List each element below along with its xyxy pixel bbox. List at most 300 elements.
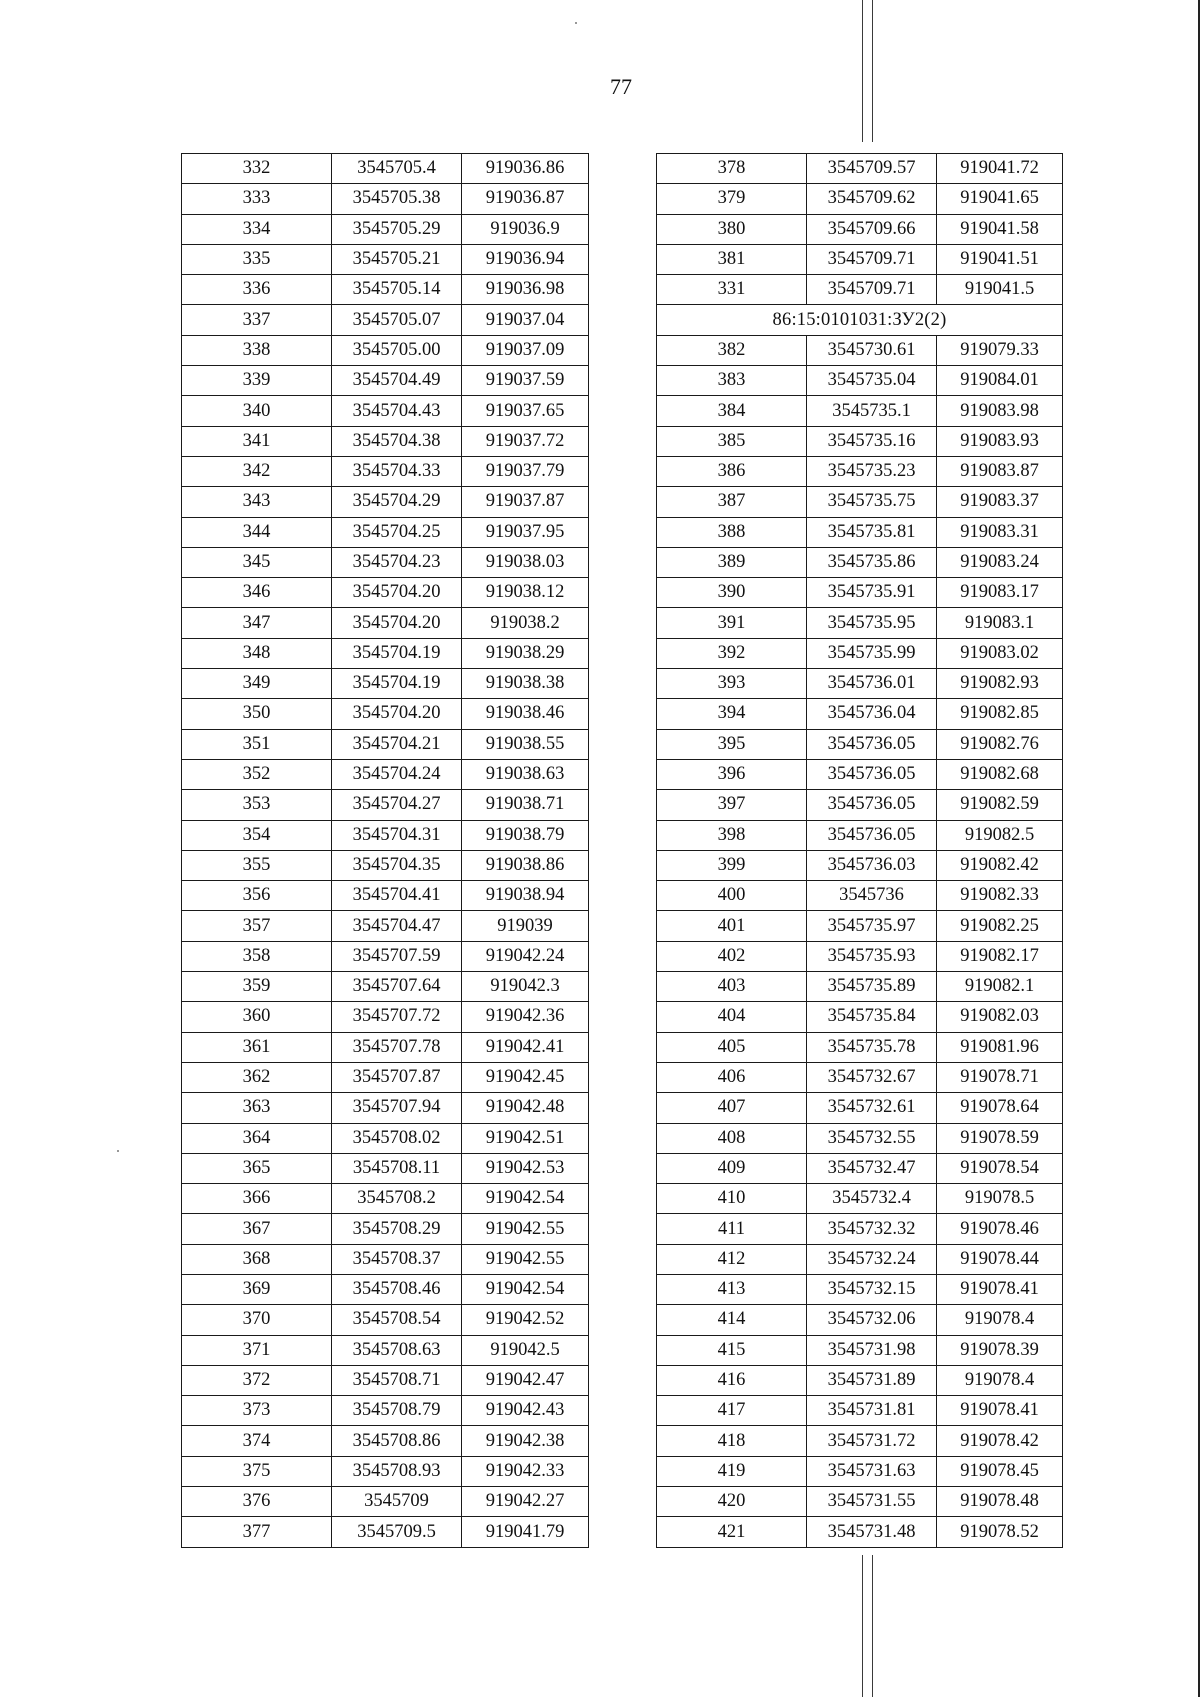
x-coordinate-cell: 3545735.86 [807,547,937,577]
y-coordinate-cell: 919083.1 [937,608,1063,638]
y-coordinate-cell: 919042.24 [462,941,589,971]
y-coordinate-cell: 919037.04 [462,305,589,335]
point-number-cell: 357 [182,911,332,941]
table-row [182,1335,589,1365]
x-coordinate-cell: 3545707.64 [332,972,462,1002]
table-row [182,305,589,335]
table-row [182,972,589,1002]
coordinates-table-right [656,153,1063,1548]
point-number-cell: 385 [657,426,807,456]
table-row [657,366,1063,396]
point-number-cell: 415 [657,1335,807,1365]
point-number-cell: 349 [182,669,332,699]
x-coordinate-cell: 3545708.29 [332,1214,462,1244]
point-number-cell: 369 [182,1274,332,1304]
x-coordinate-cell: 3545708.2 [332,1184,462,1214]
table-row [657,275,1063,305]
x-coordinate-cell: 3545735.75 [807,487,937,517]
point-number-cell: 393 [657,669,807,699]
point-number-cell: 333 [182,184,332,214]
point-number-cell: 412 [657,1244,807,1274]
y-coordinate-cell: 919037.09 [462,335,589,365]
x-coordinate-cell: 3545708.37 [332,1244,462,1274]
point-number-cell: 400 [657,881,807,911]
point-number-cell: 355 [182,850,332,880]
y-coordinate-cell: 919037.87 [462,487,589,517]
point-number-cell: 371 [182,1335,332,1365]
point-number-cell: 343 [182,487,332,517]
x-coordinate-cell: 3545732.67 [807,1062,937,1092]
table-row [182,699,589,729]
table-row [657,1335,1063,1365]
y-coordinate-cell: 919082.25 [937,911,1063,941]
point-number-cell: 390 [657,578,807,608]
point-number-cell: 374 [182,1426,332,1456]
table-row [657,517,1063,547]
table-row [657,638,1063,668]
x-coordinate-cell: 3545708.93 [332,1456,462,1486]
table-row [182,759,589,789]
table-row [657,1244,1063,1274]
y-coordinate-cell: 919083.31 [937,517,1063,547]
table-row [657,154,1063,184]
y-coordinate-cell: 919038.38 [462,669,589,699]
scan-binding-line [862,0,863,142]
x-coordinate-cell: 3545735.91 [807,578,937,608]
table-row [657,1184,1063,1214]
point-number-cell: 398 [657,820,807,850]
table-row [657,214,1063,244]
x-coordinate-cell: 3545709.66 [807,214,937,244]
y-coordinate-cell: 919082.59 [937,790,1063,820]
scan-speck [575,22,577,24]
table-row [182,881,589,911]
y-coordinate-cell: 919083.98 [937,396,1063,426]
y-coordinate-cell: 919078.52 [937,1517,1063,1547]
point-number-cell: 409 [657,1153,807,1183]
x-coordinate-cell: 3545735.78 [807,1032,937,1062]
point-number-cell: 359 [182,972,332,1002]
point-number-cell: 336 [182,275,332,305]
point-number-cell: 391 [657,608,807,638]
y-coordinate-cell: 919038.94 [462,881,589,911]
point-number-cell: 373 [182,1396,332,1426]
point-number-cell: 392 [657,638,807,668]
x-coordinate-cell: 3545705.00 [332,335,462,365]
y-coordinate-cell: 919083.24 [937,547,1063,577]
point-number-cell: 375 [182,1456,332,1486]
x-coordinate-cell: 3545708.79 [332,1396,462,1426]
point-number-cell: 363 [182,1093,332,1123]
table-row [657,850,1063,880]
y-coordinate-cell: 919078.44 [937,1244,1063,1274]
y-coordinate-cell: 919038.2 [462,608,589,638]
point-number-cell: 388 [657,517,807,547]
point-number-cell: 395 [657,729,807,759]
table-row [182,941,589,971]
y-coordinate-cell: 919042.55 [462,1214,589,1244]
table-row [182,335,589,365]
x-coordinate-cell: 3545736.04 [807,699,937,729]
y-coordinate-cell: 919036.98 [462,275,589,305]
x-coordinate-cell: 3545705.07 [332,305,462,335]
x-coordinate-cell: 3545736.05 [807,729,937,759]
table-row [182,669,589,699]
x-coordinate-cell: 3545709 [332,1487,462,1517]
table-row [182,1487,589,1517]
table-row [182,1426,589,1456]
y-coordinate-cell: 919041.51 [937,244,1063,274]
table-row [657,1305,1063,1335]
coordinates-table-right-body [657,154,1063,1548]
y-coordinate-cell: 919037.65 [462,396,589,426]
x-coordinate-cell: 3545705.29 [332,214,462,244]
point-number-cell: 339 [182,366,332,396]
x-coordinate-cell: 3545736.01 [807,669,937,699]
y-coordinate-cell: 919041.58 [937,214,1063,244]
x-coordinate-cell: 3545704.33 [332,456,462,486]
point-number-cell: 394 [657,699,807,729]
table-row [182,638,589,668]
x-coordinate-cell: 3545735.89 [807,972,937,1002]
point-number-cell: 332 [182,154,332,184]
point-number-cell: 417 [657,1396,807,1426]
x-coordinate-cell: 3545732.55 [807,1123,937,1153]
table-row [182,214,589,244]
table-row [182,1153,589,1183]
point-number-cell: 370 [182,1305,332,1335]
point-number-cell: 399 [657,850,807,880]
x-coordinate-cell: 3545708.86 [332,1426,462,1456]
table-row [182,1396,589,1426]
x-coordinate-cell: 3545704.20 [332,699,462,729]
x-coordinate-cell: 3545708.63 [332,1335,462,1365]
x-coordinate-cell: 3545704.49 [332,366,462,396]
table-row [182,850,589,880]
coordinates-table-left [181,153,589,1548]
point-number-cell: 345 [182,547,332,577]
y-coordinate-cell: 919082.93 [937,669,1063,699]
scan-binding-line [872,1555,873,1697]
x-coordinate-cell: 3545708.71 [332,1365,462,1395]
point-number-cell: 358 [182,941,332,971]
table-row [182,366,589,396]
x-coordinate-cell: 3545732.06 [807,1305,937,1335]
y-coordinate-cell: 919039 [462,911,589,941]
x-coordinate-cell: 3545704.31 [332,820,462,850]
y-coordinate-cell: 919042.3 [462,972,589,1002]
table-row [182,790,589,820]
y-coordinate-cell: 919078.4 [937,1305,1063,1335]
y-coordinate-cell: 919078.46 [937,1214,1063,1244]
x-coordinate-cell: 3545708.11 [332,1153,462,1183]
table-row [657,487,1063,517]
x-coordinate-cell: 3545707.72 [332,1002,462,1032]
y-coordinate-cell: 919078.48 [937,1487,1063,1517]
x-coordinate-cell: 3545736 [807,881,937,911]
table-row [657,1396,1063,1426]
point-number-cell: 418 [657,1426,807,1456]
table-row [657,426,1063,456]
point-number-cell: 381 [657,244,807,274]
y-coordinate-cell: 919038.12 [462,578,589,608]
point-number-cell: 352 [182,759,332,789]
table-row [657,184,1063,214]
y-coordinate-cell: 919042.53 [462,1153,589,1183]
table-row [657,1123,1063,1153]
y-coordinate-cell: 919038.46 [462,699,589,729]
table-row [182,1456,589,1486]
table-row [182,154,589,184]
point-number-cell: 389 [657,547,807,577]
x-coordinate-cell: 3545735.23 [807,456,937,486]
x-coordinate-cell: 3545709.5 [332,1517,462,1547]
point-number-cell: 386 [657,456,807,486]
point-number-cell: 335 [182,244,332,274]
y-coordinate-cell: 919037.72 [462,426,589,456]
table-row [657,1365,1063,1395]
table-row [657,972,1063,1002]
x-coordinate-cell: 3545704.27 [332,790,462,820]
point-number-cell: 413 [657,1274,807,1304]
table-row [657,396,1063,426]
point-number-cell: 361 [182,1032,332,1062]
scan-binding-line [862,1555,863,1697]
x-coordinate-cell: 3545704.21 [332,729,462,759]
table-row [182,1214,589,1244]
x-coordinate-cell: 3545732.15 [807,1274,937,1304]
y-coordinate-cell: 919042.36 [462,1002,589,1032]
x-coordinate-cell: 3545735.1 [807,396,937,426]
point-number-cell: 362 [182,1062,332,1092]
table-row [657,1214,1063,1244]
point-number-cell: 410 [657,1184,807,1214]
y-coordinate-cell: 919038.63 [462,759,589,789]
x-coordinate-cell: 3545735.84 [807,1002,937,1032]
point-number-cell: 411 [657,1214,807,1244]
x-coordinate-cell: 3545736.05 [807,820,937,850]
table-row [657,1032,1063,1062]
x-coordinate-cell: 3545735.81 [807,517,937,547]
table-row [182,487,589,517]
y-coordinate-cell: 919083.17 [937,578,1063,608]
table-row [657,699,1063,729]
y-coordinate-cell: 919042.47 [462,1365,589,1395]
x-coordinate-cell: 3545707.59 [332,941,462,971]
y-coordinate-cell: 919082.5 [937,820,1063,850]
table-row [657,335,1063,365]
table-row [182,426,589,456]
point-number-cell: 404 [657,1002,807,1032]
y-coordinate-cell: 919037.59 [462,366,589,396]
table-row [182,1365,589,1395]
table-row [657,1487,1063,1517]
x-coordinate-cell: 3545704.20 [332,608,462,638]
point-number-cell: 421 [657,1517,807,1547]
point-number-cell: 340 [182,396,332,426]
x-coordinate-cell: 3545704.35 [332,850,462,880]
point-number-cell: 353 [182,790,332,820]
x-coordinate-cell: 3545731.81 [807,1396,937,1426]
point-number-cell: 401 [657,911,807,941]
y-coordinate-cell: 919082.1 [937,972,1063,1002]
x-coordinate-cell: 3545731.72 [807,1426,937,1456]
x-coordinate-cell: 3545704.19 [332,638,462,668]
page-number: 77 [610,74,632,99]
x-coordinate-cell: 3545709.62 [807,184,937,214]
table-row [182,184,589,214]
x-coordinate-cell: 3545735.99 [807,638,937,668]
table-row [657,1274,1063,1304]
table-row [182,1032,589,1062]
y-coordinate-cell: 919038.79 [462,820,589,850]
table-row [182,396,589,426]
x-coordinate-cell: 3545731.98 [807,1335,937,1365]
point-number-cell: 414 [657,1305,807,1335]
table-row [182,1274,589,1304]
x-coordinate-cell: 3545735.16 [807,426,937,456]
y-coordinate-cell: 919078.45 [937,1456,1063,1486]
table-row [657,1426,1063,1456]
point-number-cell: 334 [182,214,332,244]
x-coordinate-cell: 3545730.61 [807,335,937,365]
x-coordinate-cell: 3545707.87 [332,1062,462,1092]
table-row [657,1517,1063,1547]
x-coordinate-cell: 3545705.38 [332,184,462,214]
x-coordinate-cell: 3545704.43 [332,396,462,426]
point-number-cell: 344 [182,517,332,547]
y-coordinate-cell: 919036.9 [462,214,589,244]
x-coordinate-cell: 3545732.4 [807,1184,937,1214]
point-number-cell: 402 [657,941,807,971]
point-number-cell: 367 [182,1214,332,1244]
x-coordinate-cell: 3545708.54 [332,1305,462,1335]
x-coordinate-cell: 3545704.20 [332,578,462,608]
y-coordinate-cell: 919083.93 [937,426,1063,456]
y-coordinate-cell: 919038.86 [462,850,589,880]
x-coordinate-cell: 3545704.19 [332,669,462,699]
x-coordinate-cell: 3545704.47 [332,911,462,941]
y-coordinate-cell: 919041.79 [462,1517,589,1547]
y-coordinate-cell: 919036.87 [462,184,589,214]
table-row [182,456,589,486]
table-row [182,1305,589,1335]
point-number-cell: 366 [182,1184,332,1214]
y-coordinate-cell: 919038.03 [462,547,589,577]
point-number-cell: 372 [182,1365,332,1395]
point-number-cell: 408 [657,1123,807,1153]
table-row [182,729,589,759]
table-row [182,547,589,577]
y-coordinate-cell: 919042.54 [462,1274,589,1304]
y-coordinate-cell: 919042.45 [462,1062,589,1092]
x-coordinate-cell: 3545732.24 [807,1244,937,1274]
x-coordinate-cell: 3545704.41 [332,881,462,911]
table-row [182,1123,589,1153]
y-coordinate-cell: 919078.39 [937,1335,1063,1365]
table-row [657,759,1063,789]
x-coordinate-cell: 3545735.95 [807,608,937,638]
point-number-cell: 360 [182,1002,332,1032]
point-number-cell: 387 [657,487,807,517]
x-coordinate-cell: 3545731.55 [807,1487,937,1517]
y-coordinate-cell: 919083.87 [937,456,1063,486]
x-coordinate-cell: 3545705.21 [332,244,462,274]
table-row [182,1062,589,1092]
y-coordinate-cell: 919037.79 [462,456,589,486]
point-number-cell: 356 [182,881,332,911]
point-number-cell: 405 [657,1032,807,1062]
point-number-cell: 348 [182,638,332,668]
table-row [657,547,1063,577]
table-row [182,1244,589,1274]
y-coordinate-cell: 919083.37 [937,487,1063,517]
y-coordinate-cell: 919041.72 [937,154,1063,184]
x-coordinate-cell: 3545736.05 [807,790,937,820]
point-number-cell: 364 [182,1123,332,1153]
y-coordinate-cell: 919078.54 [937,1153,1063,1183]
x-coordinate-cell: 3545736.05 [807,759,937,789]
table-row [657,456,1063,486]
x-coordinate-cell: 3545732.32 [807,1214,937,1244]
y-coordinate-cell: 919082.33 [937,881,1063,911]
x-coordinate-cell: 3545736.03 [807,850,937,880]
table-row [657,911,1063,941]
x-coordinate-cell: 3545707.78 [332,1032,462,1062]
section-header-row [657,305,1063,335]
point-number-cell: 384 [657,396,807,426]
cadastral-number-header: 86:15:0101031:ЗУ2(2) [657,305,1063,335]
y-coordinate-cell: 919042.38 [462,1426,589,1456]
point-number-cell: 342 [182,456,332,486]
x-coordinate-cell: 3545735.04 [807,366,937,396]
table-row [182,517,589,547]
point-number-cell: 376 [182,1487,332,1517]
y-coordinate-cell: 919042.27 [462,1487,589,1517]
x-coordinate-cell: 3545731.89 [807,1365,937,1395]
x-coordinate-cell: 3545708.02 [332,1123,462,1153]
y-coordinate-cell: 919078.42 [937,1426,1063,1456]
x-coordinate-cell: 3545732.47 [807,1153,937,1183]
point-number-cell: 354 [182,820,332,850]
y-coordinate-cell: 919042.51 [462,1123,589,1153]
table-row [657,1002,1063,1032]
point-number-cell: 397 [657,790,807,820]
point-number-cell: 347 [182,608,332,638]
table-row [657,608,1063,638]
y-coordinate-cell: 919038.29 [462,638,589,668]
x-coordinate-cell: 3545705.14 [332,275,462,305]
x-coordinate-cell: 3545709.71 [807,275,937,305]
y-coordinate-cell: 919042.52 [462,1305,589,1335]
y-coordinate-cell: 919082.03 [937,1002,1063,1032]
y-coordinate-cell: 919078.59 [937,1123,1063,1153]
table-row [657,1153,1063,1183]
y-coordinate-cell: 919042.55 [462,1244,589,1274]
y-coordinate-cell: 919078.71 [937,1062,1063,1092]
point-number-cell: 382 [657,335,807,365]
point-number-cell: 396 [657,759,807,789]
table-row [182,1184,589,1214]
y-coordinate-cell: 919078.4 [937,1365,1063,1395]
table-row [657,244,1063,274]
y-coordinate-cell: 919079.33 [937,335,1063,365]
x-coordinate-cell: 3545732.61 [807,1093,937,1123]
y-coordinate-cell: 919078.64 [937,1093,1063,1123]
table-row [182,275,589,305]
table-row [657,820,1063,850]
y-coordinate-cell: 919083.02 [937,638,1063,668]
